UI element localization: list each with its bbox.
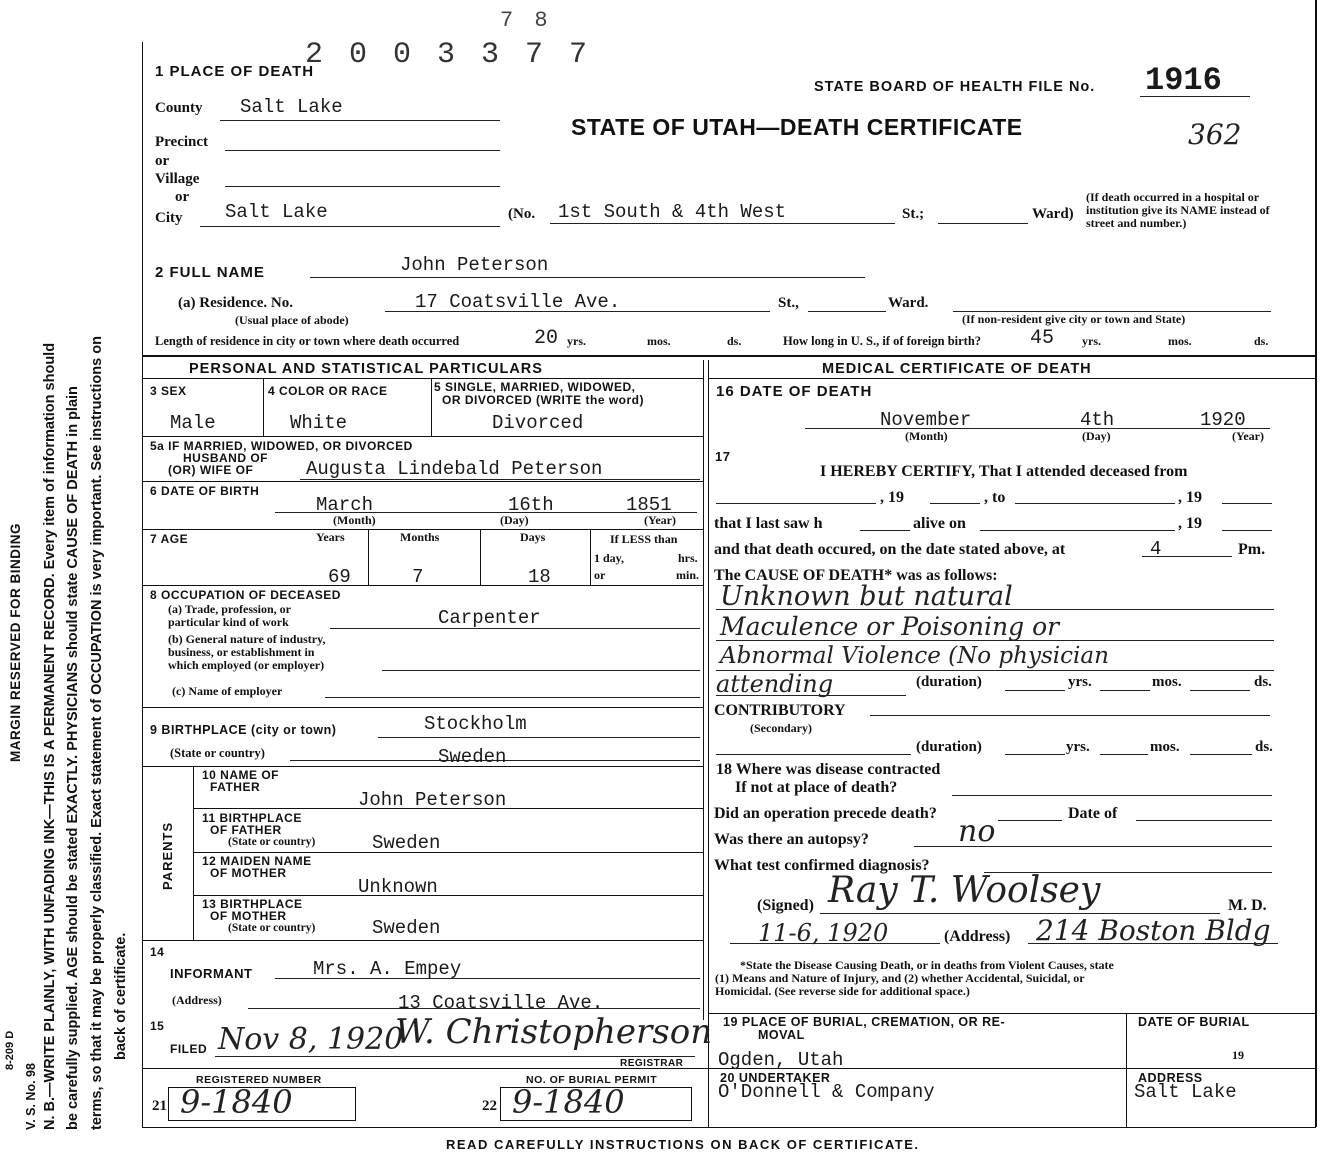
lessthan-min: min. (676, 568, 700, 582)
age-label: 7 AGE (150, 532, 189, 546)
secondary-caption: (Secondary) (750, 721, 812, 735)
length-years: 20 (534, 327, 559, 350)
burial-date-label: DATE OF BURIAL (1138, 1015, 1250, 1029)
occupation-value: Carpenter (438, 607, 541, 629)
footnote-2: (1) Means and Nature of Injury, and (2) whether Accidental, Suicidal, or (715, 971, 1085, 985)
mother-label-1: 12 MAIDEN NAME (202, 854, 312, 868)
sex-label: 3 SEX (150, 384, 187, 398)
occurred-label: and that death occured, on the date stated above, at (714, 541, 1066, 558)
length-mos-label: mos. (647, 334, 671, 348)
burial-date-19: 19 (1232, 1048, 1244, 1062)
contributory-label: CONTRIBUTORY (714, 702, 846, 719)
birth-month: March (316, 494, 374, 516)
physician-signature: Ray T. Woolsey (828, 870, 1101, 911)
md-label: M. D. (1228, 897, 1267, 914)
cause-line-3: Abnormal Violence (No physician (720, 643, 1109, 669)
certify-to: , to (984, 489, 1006, 506)
signed-label: (Signed) (757, 897, 814, 914)
age-days: 18 (528, 566, 551, 588)
death-pm: Pm. (1238, 541, 1266, 558)
death-month-caption: (Month) (905, 429, 948, 443)
death-day-caption: (Day) (1082, 429, 1111, 443)
birthplace-country: Sweden (438, 746, 507, 768)
occupation-b-2: business, or establishment in (168, 645, 315, 659)
undertaker-label: 20 UNDERTAKER (720, 1071, 831, 1085)
undertaker-value: O'Donnell & Company (718, 1081, 935, 1103)
father-bp-label-3: (State or country) (228, 836, 316, 848)
father-birthplace: Sweden (372, 832, 441, 854)
operation-date-label: Date of (1068, 805, 1118, 822)
mother-bp-label-2: OF MOTHER (210, 909, 287, 923)
registrar-signature: W. Christopherson (395, 1012, 713, 1052)
burial-permit-number: 9-1840 (512, 1083, 625, 1121)
undertaker-address: Salt Lake (1134, 1081, 1237, 1103)
death-date-label: 16 DATE OF DEATH (716, 383, 873, 400)
undertaker-address-label: ADDRESS (1138, 1071, 1203, 1085)
cause-mos: mos. (1152, 674, 1182, 690)
q18-line-1: 18 Where was disease contracted (716, 761, 941, 778)
alive-label: alive on (913, 515, 966, 532)
stamp-number: 2 0 0 3 3 7 7 (305, 38, 592, 72)
cause-label: The CAUSE OF DEATH* was as follows: (714, 567, 998, 584)
death-day: 4th (1080, 409, 1115, 431)
death-hour: 4 (1150, 538, 1162, 560)
race-label: 4 COLOR OR RACE (268, 384, 388, 398)
death-year-caption: (Year) (1232, 429, 1264, 443)
cause-yrs: yrs. (1068, 674, 1092, 690)
file-label: STATE BOARD OF HEALTH FILE No. (814, 79, 1096, 95)
lessthan-hrs: hrs. (678, 551, 698, 565)
sign-date: 11-6, 1920 (758, 919, 889, 947)
birth-day-caption: (Day) (500, 513, 529, 527)
ward-label: Ward) (1032, 206, 1074, 222)
residence-ward-label: Ward. (888, 295, 929, 311)
spouse-value: Augusta Lindebald Peterson (306, 458, 603, 480)
certify-number: 17 (715, 449, 731, 464)
footnote-1: *State the Disease Causing Death, or in deaths from Violent Causes, state (740, 958, 1114, 972)
birth-month-caption: (Month) (333, 513, 376, 527)
informant-address: 13 Coatsville Ave. (398, 992, 604, 1014)
sex-value: Male (170, 412, 216, 434)
marital-value: Divorced (492, 412, 584, 434)
certify-19-2: , 19 (1178, 489, 1202, 506)
informant-address-label: (Address) (172, 993, 222, 1007)
marital-label-1: 5 SINGLE, MARRIED, WIDOWED, (434, 380, 636, 394)
informant-label: INFORMANT (170, 966, 253, 981)
age-days-caption: Days (520, 530, 546, 544)
birth-year: 1851 (626, 494, 672, 516)
county-value: Salt Lake (240, 96, 343, 118)
burial-label-1: 19 PLACE OF BURIAL, CREMATION, OR RE- (723, 1015, 1006, 1029)
nonresident-caption: (If non-resident give city or town and State) (962, 312, 1186, 326)
informant-value: Mrs. A. Empey (313, 958, 462, 980)
medical-heading: MEDICAL CERTIFICATE OF DEATH (822, 361, 1092, 377)
burial-permit-label: NO. OF BURIAL PERMIT (526, 1074, 658, 1086)
birthplace-state-caption: (State or country) (170, 746, 265, 760)
city-label: City (155, 210, 183, 226)
registration-22: 22 (482, 1098, 497, 1114)
village-label: Village (155, 171, 200, 187)
length-yrs-label: yrs. (567, 334, 586, 348)
age-years-caption: Years (316, 530, 345, 544)
father-value: John Peterson (358, 789, 507, 811)
or-label-2: or (175, 189, 190, 205)
age-months-caption: Months (400, 530, 440, 544)
spouse-label-1: 5a IF MARRIED, WIDOWED, OR DIVORCED (150, 439, 413, 453)
contributory-ds: ds. (1255, 739, 1273, 755)
birthplace-label: 9 BIRTHPLACE (city or town) (150, 723, 337, 737)
registration-21: 21 (152, 1098, 167, 1114)
burial-place: Ogden, Utah (718, 1049, 844, 1071)
length-ds-label: ds. (727, 334, 742, 348)
spouse-label-2: HUSBAND OF (183, 451, 268, 465)
birth-year-caption: (Year) (644, 513, 676, 527)
filed-number: 15 (150, 1019, 165, 1033)
father-label-1: 10 NAME OF (202, 768, 280, 782)
footer-note: READ CAREFULLY INSTRUCTIONS ON BACK OF CERTIFICATE. (446, 1137, 920, 1152)
precinct-label: Precinct (155, 134, 209, 150)
full-name-value: John Peterson (400, 254, 549, 276)
birthplace-city: Stockholm (424, 713, 527, 735)
us-ds-label: ds. (1254, 334, 1269, 348)
informant-number: 14 (150, 945, 165, 959)
residence-st-label: St., (778, 295, 799, 311)
registrar-caption: REGISTRAR (620, 1058, 684, 1069)
form-number: V. S. No. 98 (24, 1063, 38, 1130)
or-label-1: or (155, 153, 170, 169)
lessthan-line-1: If LESS than (610, 532, 678, 546)
contributory-yrs: yrs. (1066, 739, 1090, 755)
lessthan-line-2: 1 day, (594, 551, 625, 565)
birth-label: 6 DATE OF BIRTH (150, 484, 260, 498)
lessthan-line-3: or (594, 568, 606, 582)
sign-address: 214 Boston Bldg (1036, 914, 1271, 947)
spouse-label-3: (OR) WIFE OF (168, 463, 254, 477)
full-name-label: 2 FULL NAME (155, 264, 265, 281)
father-bp-label-2: OF FATHER (210, 823, 282, 837)
city-value: Salt Lake (225, 201, 328, 223)
binding-note: MARGIN RESERVED FOR BINDING (8, 522, 23, 762)
instruction-line-2: be carefully supplied. AGE should be stated EXACTLY. PHYSICIANS should state CAUSE OF DEATH in plain (65, 386, 81, 1130)
death-month: November (880, 409, 972, 431)
mother-value: Unknown (358, 876, 438, 898)
occupation-a-2: particular kind of work (168, 615, 289, 629)
margin-note: 362 (1188, 118, 1242, 151)
burial-label-2: MOVAL (758, 1028, 805, 1042)
occupation-b-1: (b) General nature of industry, (168, 632, 326, 646)
cause-line-2: Maculence or Poisoning or (720, 612, 1060, 641)
mother-label-2: OF MOTHER (210, 866, 287, 880)
st-label: St.; (902, 206, 925, 222)
autopsy-label: Was there an autopsy? (714, 831, 869, 848)
us-years: 45 (1030, 327, 1055, 350)
mother-bp-label-3: (State or country) (228, 922, 316, 934)
registered-number-label: REGISTERED NUMBER (196, 1074, 322, 1086)
filed-date-signature: Nov 8, 1920 (218, 1022, 404, 1057)
residence-value: 17 Coatsville Ave. (415, 291, 621, 313)
us-yrs-label: yrs. (1082, 334, 1101, 348)
stamp-number-upper: 7 8 (500, 8, 552, 33)
mother-birthplace: Sweden (372, 917, 441, 939)
occupation-a-1: (a) Trade, profession, or (168, 602, 291, 616)
certify-text: I HEREBY CERTIFY, That I attended deceased from (820, 463, 1188, 480)
cause-duration: (duration) (916, 674, 982, 690)
age-months: 7 (412, 566, 424, 588)
street-no-label: (No. (508, 206, 536, 222)
birth-day: 16th (508, 494, 554, 516)
cause-ds: ds. (1254, 674, 1272, 690)
footnote-3: Homicidal. (See reverse side for additional space.) (715, 984, 970, 998)
place-heading: 1 PLACE OF DEATH (155, 63, 315, 80)
certificate-title: STATE OF UTAH—DEATH CERTIFICATE (571, 114, 1023, 140)
autopsy-answer: no (958, 814, 996, 849)
mother-bp-label-1: 13 BIRTHPLACE (202, 897, 303, 911)
occupation-c: (c) Name of employer (172, 684, 283, 698)
q18-line-2: If not at place of death? (735, 779, 898, 796)
instruction-line-1: N. B.—WRITE PLAINLY, WITH UNFADING INK—THIS IS A PERMANENT RECORD. Every item of information should (42, 342, 58, 1130)
lastsaw-19: , 19 (1178, 515, 1202, 532)
occupation-b-3: which employed (or employer) (168, 658, 325, 672)
filed-label: FILED (170, 1042, 208, 1056)
test-label: What test confirmed diagnosis? (714, 857, 930, 874)
father-bp-label-1: 11 BIRTHPLACE (202, 811, 302, 825)
age-years: 69 (328, 566, 351, 588)
contributory-duration: (duration) (916, 739, 982, 755)
residence-label: (a) Residence. No. (178, 295, 293, 311)
file-number: 1916 (1145, 62, 1222, 99)
form-code: 8-209 D (4, 1030, 16, 1070)
length-label: Length of residence in city or town where death occurred (155, 334, 460, 348)
hospital-note: (If death occurred in a hospital or institution give its NAME instead of street and number.) (1086, 190, 1270, 230)
instruction-line-4: back of certificate. (113, 932, 129, 1060)
race-value: White (290, 412, 348, 434)
marital-label-2: OR DIVORCED (WRITE the word) (442, 393, 644, 407)
operation-label: Did an operation precede death? (714, 805, 937, 822)
certify-19-1: , 19 (880, 489, 904, 506)
abode-caption: (Usual place of abode) (235, 313, 349, 327)
us-label: How long in U. S., if of foreign birth? (783, 334, 982, 348)
street-value: 1st South & 4th West (558, 201, 787, 223)
father-label-2: FATHER (210, 780, 261, 794)
lastsaw-label: that I last saw h (714, 515, 823, 532)
occupation-label: 8 OCCUPATION OF DECEASED (150, 588, 341, 602)
personal-heading: PERSONAL AND STATISTICAL PARTICULARS (189, 361, 543, 377)
death-year: 1920 (1200, 409, 1246, 431)
contributory-mos: mos. (1150, 739, 1180, 755)
instruction-line-3: terms, so that it may be properly classified. Exact statement of OCCUPATION is very important. See instructions on (89, 336, 105, 1130)
us-mos-label: mos. (1168, 334, 1192, 348)
county-label: County (155, 100, 203, 116)
registered-number: 9-1840 (180, 1083, 293, 1121)
sign-address-label: (Address) (944, 928, 1011, 945)
cause-line-1: Unknown but natural (720, 581, 1013, 612)
cause-line-4: attending (716, 670, 834, 698)
parents-label: PARENTS (160, 821, 175, 890)
